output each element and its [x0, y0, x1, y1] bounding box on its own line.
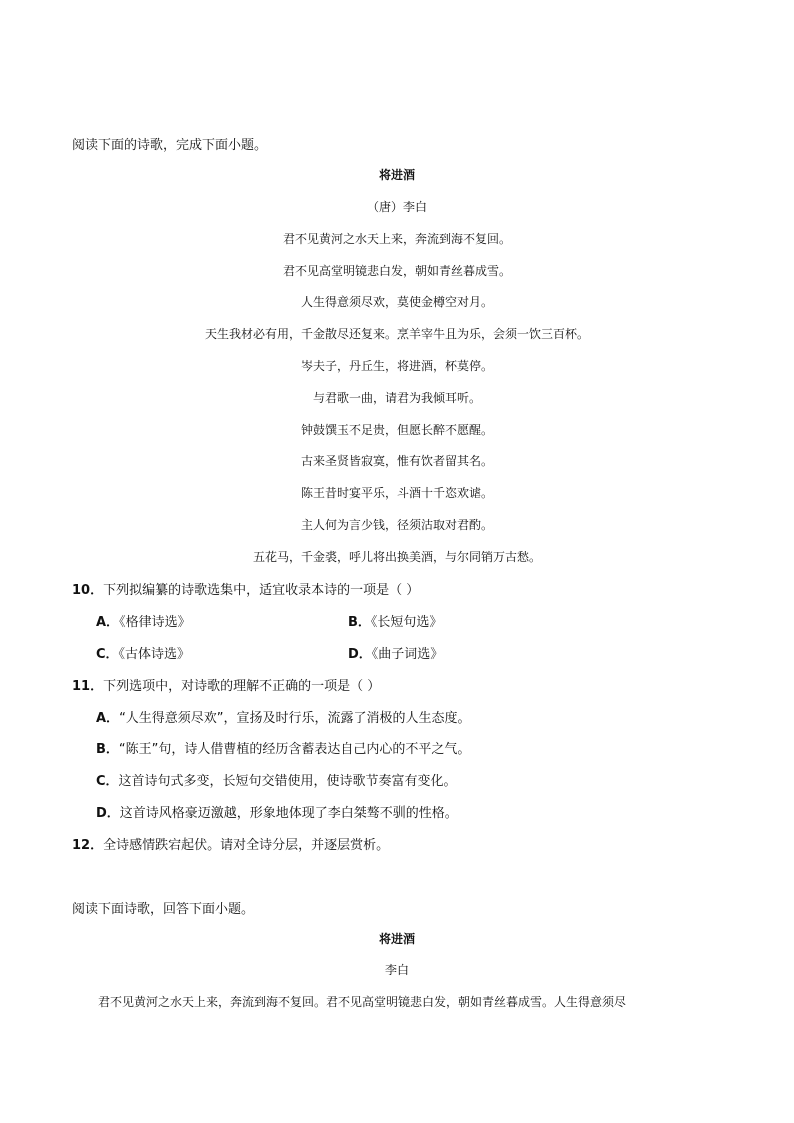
question-text: 下列拟编纂的诗歌选集中，适宜收录本诗的一项是（ ）	[103, 583, 420, 598]
poem-line: 岑夫子，丹丘生，将进酒，杯莫停。	[300, 359, 493, 373]
q10-option-c[interactable]: C．《古体诗选》	[96, 647, 191, 662]
q10-option-a[interactable]: A．《格律诗选》	[96, 615, 191, 630]
q11-option-c[interactable]: C．这首诗句式多变，长短句交错使用，使诗歌节奏富有变化。	[96, 774, 457, 789]
q11-option-d[interactable]: D．这首诗风格豪迈激越，形象地体现了李白桀骜不驯的性格。	[96, 806, 458, 821]
poem2-title: 将进酒	[378, 932, 415, 946]
poem-line: 钟鼓馔玉不足贵，但愿长醉不愿醒。	[300, 423, 493, 437]
question-11	[72, 675, 380, 694]
poem-author: （唐）李白	[366, 200, 427, 214]
q11-option-a[interactable]: A．“人生得意须尽欢”，宣扬及时行乐，流露了消极的人生态度。	[96, 711, 471, 726]
question-number: 10．	[72, 583, 104, 598]
q11-option-b[interactable]: B．“陈王”句，诗人借曹植的经历含蓄表达自己内心的不平之气。	[96, 742, 471, 757]
question-10	[72, 579, 419, 598]
section2-intro: 阅读下面诗歌，回答下面小题。	[72, 902, 255, 917]
poem-line: 人生得意须尽欢，莫使金樽空对月。	[300, 295, 493, 309]
poem-line: 陈王昔时宴平乐，斗酒十千恣欢谑。	[300, 486, 493, 500]
q10-option-b[interactable]: B．《长短句选》	[348, 615, 443, 630]
poem2-prose: 君不见黄河之水天上来，奔流到海不复回。君不见高堂明镜悲白发，朝如青丝暮成雪。人生得意须尽	[98, 995, 627, 1009]
q10-option-d[interactable]: D．《曲子词选》	[348, 647, 444, 662]
question-text: 全诗感情跌宕起伏。请对全诗分层，并逐层赏析。	[103, 838, 390, 853]
question-number: 11．	[72, 679, 104, 694]
poem-line: 古来圣贤皆寂寞，惟有饮者留其名。	[300, 454, 493, 468]
question-text: 下列选项中，对诗歌的理解不正确的一项是（ ）	[103, 679, 381, 694]
question-12	[72, 834, 389, 853]
question-number: 12．	[72, 838, 104, 853]
poem-line: 天生我材必有用，千金散尽还复来。烹羊宰牛且为乐，会须一饮三百杯。	[204, 327, 589, 341]
poem-title: 将进酒	[378, 168, 415, 182]
poem-line: 与君歌一曲，请君为我倾耳听。	[312, 391, 481, 405]
poem-line: 君不见高堂明镜悲白发，朝如青丝暮成雪。	[282, 264, 511, 278]
poem2-author: 李白	[384, 963, 409, 977]
section1-intro: 阅读下面的诗歌，完成下面小题。	[72, 138, 268, 153]
poem-line: 君不见黄河之水天上来，奔流到海不复回。	[282, 232, 511, 246]
poem-line: 主人何为言少钱，径须沽取对君酌。	[300, 518, 493, 532]
poem-line: 五花马，千金裘，呼儿将出换美酒，与尔同销万古愁。	[252, 550, 541, 564]
